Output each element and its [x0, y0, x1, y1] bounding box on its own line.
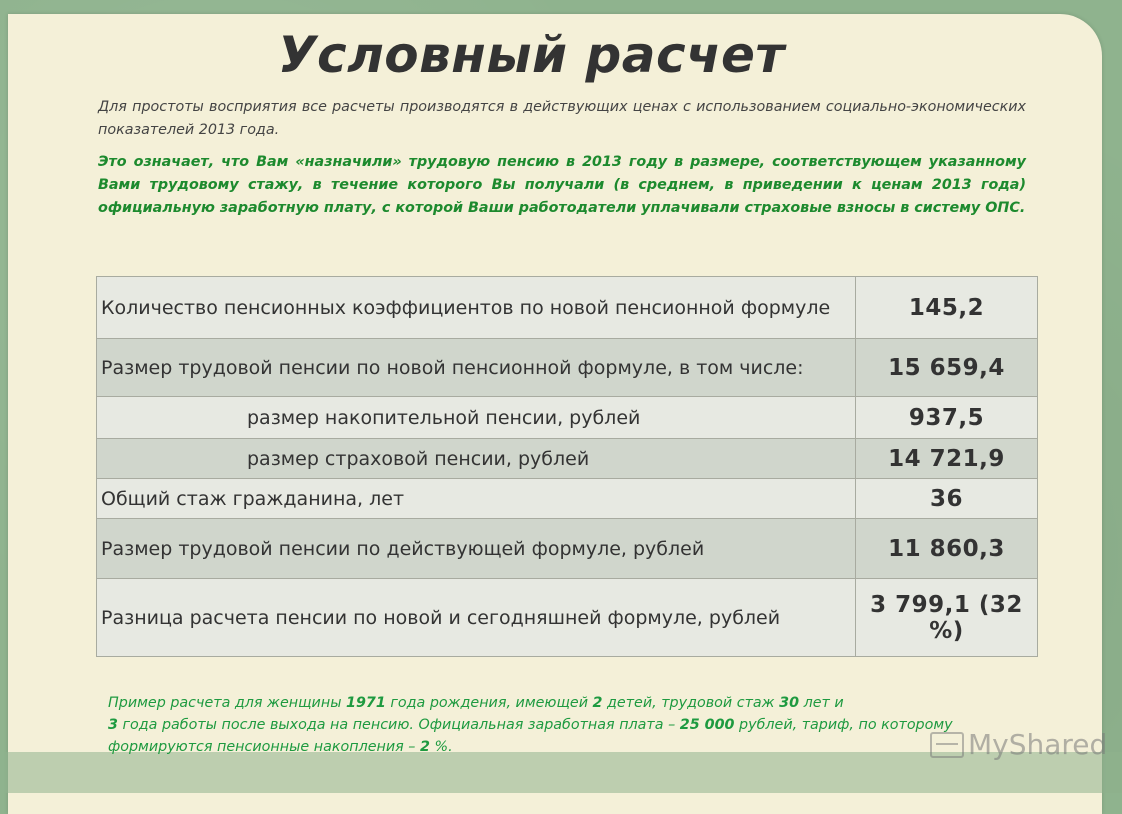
row-value: 145,2: [856, 277, 1038, 339]
row-label: Разница расчета пенсии по новой и сегодняшней формуле, рублей: [97, 579, 856, 657]
table-row: [97, 479, 1038, 519]
table-row: [97, 339, 1038, 397]
table-row: [97, 277, 1038, 339]
watermark: [930, 728, 1107, 761]
row-label: Размер трудовой пенсии по действующей формуле, рублей: [97, 519, 856, 579]
table-row: [97, 579, 1038, 657]
calculation-table: [96, 276, 1038, 657]
row-label: Общий стаж гражданина, лет: [97, 479, 856, 519]
table-row: [97, 439, 1038, 479]
table-row: [97, 519, 1038, 579]
page-title: Условный расчет: [278, 26, 785, 84]
row-label: Размер трудовой пенсии по новой пенсионной формуле, в том числе:: [97, 339, 856, 397]
presentation-icon: [930, 732, 964, 758]
meaning-text: Это означает, что Вам «назначили» трудовую пенсию в 2013 году в размере, соответствующем указанному Вами трудовому стажу, в течение которого Вы получали (в среднем, в приведении к ценам 2013 года) официальную заработную плату, с которой Ваши работодатели уплачивали страховые взносы в систему ОПС.: [98, 154, 1026, 216]
row-label: Количество пенсионных коэффициентов по новой пенсионной формуле: [97, 277, 856, 339]
row-value: 15 659,4: [856, 339, 1038, 397]
row-value: 14 721,9: [856, 439, 1038, 479]
row-value: 3 799,1 (32 %): [856, 579, 1038, 657]
watermark-text: MyShared: [968, 728, 1108, 761]
example-footnote: Пример расчета для женщины 1971 года рождения, имеющей 2 детей, трудовой стаж 30 лет и 3 года работы после выхода на пенсию. Официальная заработная плата – 25 000 рублей, тариф, по которому формируются пенсионные накопления – 2 %.: [108, 695, 953, 755]
intro-text: Для простоты восприятия все расчеты производятся в действующих ценах с использованием социально-экономических показателей 2013 года.: [98, 99, 1026, 138]
row-value: 36: [856, 479, 1038, 519]
row-value: 937,5: [856, 397, 1038, 439]
row-value: 11 860,3: [856, 519, 1038, 579]
row-label: размер страховой пенсии, рублей: [97, 439, 856, 479]
row-label: размер накопительной пенсии, рублей: [97, 397, 856, 439]
table-row: [97, 397, 1038, 439]
